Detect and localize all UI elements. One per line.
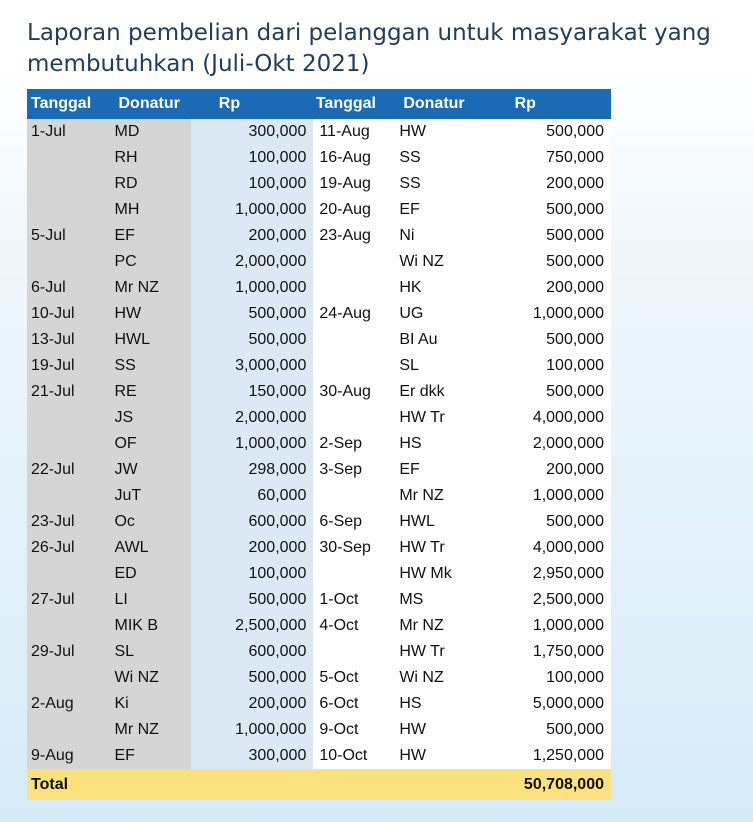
left-amount-cell: 200,000	[191, 535, 312, 561]
left-donor-cell: RH	[114, 145, 190, 171]
page-title: Laporan pembelian dari pelanggan untuk masyarakat yang membutuhkan (Juli-Okt 2021)	[27, 20, 711, 77]
left-date-cell	[27, 197, 114, 223]
right-donor-cell: HW Mk	[399, 561, 474, 587]
left-donor-cell: SL	[114, 639, 190, 665]
left-donor-cell: EF	[114, 223, 190, 249]
left-date-cell	[27, 665, 114, 691]
table-row	[27, 717, 611, 743]
table-row	[27, 301, 611, 327]
right-amount-cell: 2,500,000	[475, 587, 611, 613]
table-row	[27, 431, 611, 457]
left-date-cell: 9-Aug	[27, 743, 114, 769]
left-date-cell: 26-Jul	[27, 535, 114, 561]
left-donor-cell: MIK B	[114, 613, 190, 639]
left-amount-cell: 298,000	[191, 457, 312, 483]
right-date-cell: 24-Aug	[312, 301, 399, 327]
right-amount-cell: 4,000,000	[475, 535, 611, 561]
left-date-cell: 2-Aug	[27, 691, 114, 717]
right-donor-cell: Mr NZ	[399, 613, 474, 639]
left-donor-cell: HWL	[114, 327, 190, 353]
right-date-cell: 6-Oct	[312, 691, 399, 717]
table-row	[27, 275, 611, 301]
right-date-cell: 30-Aug	[312, 379, 399, 405]
left-amount-cell: 100,000	[191, 171, 312, 197]
right-amount-cell: 2,000,000	[475, 431, 611, 457]
left-amount-cell: 1,000,000	[191, 717, 312, 743]
right-date-cell: 4-Oct	[312, 613, 399, 639]
left-donor-cell: Mr NZ	[114, 717, 190, 743]
right-amount-cell: 1,750,000	[475, 639, 611, 665]
left-amount-cell: 100,000	[191, 561, 312, 587]
right-amount-cell: 100,000	[475, 665, 611, 691]
table-row	[27, 249, 611, 275]
left-date-cell: 27-Jul	[27, 587, 114, 613]
right-amount-cell: 1,000,000	[475, 483, 611, 509]
left-date-cell: 21-Jul	[27, 379, 114, 405]
right-date-cell: 6-Sep	[312, 509, 399, 535]
table-row	[27, 171, 611, 197]
table-row	[27, 379, 611, 405]
right-donor-cell: EF	[399, 457, 474, 483]
table-row	[27, 119, 611, 145]
right-date-cell: 10-Oct	[312, 743, 399, 769]
left-date-cell	[27, 249, 114, 275]
right-date-cell: 30-Sep	[312, 535, 399, 561]
left-date-cell: 1-Jul	[27, 119, 114, 145]
left-donor-cell: MH	[114, 197, 190, 223]
left-date-cell: 19-Jul	[27, 353, 114, 379]
left-donor-cell: EF	[114, 743, 190, 769]
left-donor-cell: PC	[114, 249, 190, 275]
right-date-cell	[312, 639, 399, 665]
right-amount-cell: 500,000	[475, 197, 611, 223]
left-donor-cell: Mr NZ	[114, 275, 190, 301]
right-amount-cell: 1,000,000	[475, 613, 611, 639]
right-donor-cell: Wi NZ	[399, 249, 474, 275]
right-donor-cell: Ni	[399, 223, 474, 249]
table-header-row	[27, 89, 611, 119]
right-donor-cell: HWL	[399, 509, 474, 535]
left-amount-cell: 1,000,000	[191, 431, 312, 457]
table-row	[27, 561, 611, 587]
left-donor-cell: OF	[114, 431, 190, 457]
left-date-cell	[27, 717, 114, 743]
right-amount-cell: 2,950,000	[475, 561, 611, 587]
right-date-cell	[312, 561, 399, 587]
left-date-cell: 23-Jul	[27, 509, 114, 535]
table-row	[27, 483, 611, 509]
total-value: 50,708,000	[312, 769, 611, 800]
header-rp-right: Rp	[475, 89, 611, 119]
right-donor-cell: HW	[399, 743, 474, 769]
total-label: Total	[27, 769, 312, 800]
table-body	[27, 119, 611, 769]
left-amount-cell: 500,000	[191, 665, 312, 691]
right-amount-cell: 500,000	[475, 223, 611, 249]
right-date-cell: 1-Oct	[312, 587, 399, 613]
left-amount-cell: 2,500,000	[191, 613, 312, 639]
table-row	[27, 535, 611, 561]
table-row	[27, 223, 611, 249]
right-date-cell: 2-Sep	[312, 431, 399, 457]
right-amount-cell: 100,000	[475, 353, 611, 379]
left-date-cell: 10-Jul	[27, 301, 114, 327]
left-amount-cell: 2,000,000	[191, 249, 312, 275]
header-rp-left: Rp	[191, 89, 312, 119]
table-row	[27, 587, 611, 613]
right-donor-cell: HK	[399, 275, 474, 301]
left-donor-cell: RD	[114, 171, 190, 197]
header-donatur-left: Donatur	[114, 89, 190, 119]
left-amount-cell: 500,000	[191, 587, 312, 613]
left-date-cell: 13-Jul	[27, 327, 114, 353]
left-donor-cell: JuT	[114, 483, 190, 509]
left-donor-cell: MD	[114, 119, 190, 145]
left-amount-cell: 200,000	[191, 691, 312, 717]
left-donor-cell: JS	[114, 405, 190, 431]
left-amount-cell: 1,000,000	[191, 275, 312, 301]
left-amount-cell: 600,000	[191, 639, 312, 665]
table-row	[27, 613, 611, 639]
right-donor-cell: HW	[399, 119, 474, 145]
table-row	[27, 639, 611, 665]
left-amount-cell: 500,000	[191, 301, 312, 327]
right-date-cell: 11-Aug	[312, 119, 399, 145]
left-amount-cell: 2,000,000	[191, 405, 312, 431]
table-row	[27, 327, 611, 353]
right-date-cell: 19-Aug	[312, 171, 399, 197]
right-date-cell: 20-Aug	[312, 197, 399, 223]
left-amount-cell: 200,000	[191, 223, 312, 249]
right-amount-cell: 500,000	[475, 509, 611, 535]
right-amount-cell: 750,000	[475, 145, 611, 171]
left-amount-cell: 3,000,000	[191, 353, 312, 379]
right-date-cell	[312, 483, 399, 509]
table-row	[27, 509, 611, 535]
right-date-cell: 9-Oct	[312, 717, 399, 743]
left-donor-cell: RE	[114, 379, 190, 405]
left-donor-cell: SS	[114, 353, 190, 379]
left-date-cell	[27, 145, 114, 171]
left-date-cell: 22-Jul	[27, 457, 114, 483]
right-amount-cell: 4,000,000	[475, 405, 611, 431]
left-amount-cell: 600,000	[191, 509, 312, 535]
right-date-cell: 16-Aug	[312, 145, 399, 171]
header-tanggal-right: Tanggal	[312, 89, 399, 119]
left-date-cell: 6-Jul	[27, 275, 114, 301]
table-row	[27, 743, 611, 769]
left-date-cell	[27, 561, 114, 587]
right-donor-cell: HW Tr	[399, 405, 474, 431]
right-amount-cell: 200,000	[475, 171, 611, 197]
right-amount-cell: 500,000	[475, 327, 611, 353]
left-donor-cell: JW	[114, 457, 190, 483]
left-donor-cell: ED	[114, 561, 190, 587]
table-row	[27, 197, 611, 223]
right-amount-cell: 500,000	[475, 249, 611, 275]
right-date-cell	[312, 275, 399, 301]
right-date-cell: 23-Aug	[312, 223, 399, 249]
right-date-cell	[312, 405, 399, 431]
right-donor-cell: HW Tr	[399, 639, 474, 665]
right-donor-cell: SL	[399, 353, 474, 379]
table-row	[27, 145, 611, 171]
right-donor-cell: EF	[399, 197, 474, 223]
table-row	[27, 691, 611, 717]
left-amount-cell: 1,000,000	[191, 197, 312, 223]
left-amount-cell: 150,000	[191, 379, 312, 405]
left-donor-cell: Wi NZ	[114, 665, 190, 691]
right-donor-cell: HS	[399, 431, 474, 457]
left-amount-cell: 500,000	[191, 327, 312, 353]
left-donor-cell: Ki	[114, 691, 190, 717]
right-date-cell	[312, 353, 399, 379]
right-amount-cell: 1,000,000	[475, 301, 611, 327]
right-amount-cell: 1,250,000	[475, 743, 611, 769]
total-row	[27, 769, 611, 800]
table-row	[27, 353, 611, 379]
left-date-cell: 5-Jul	[27, 223, 114, 249]
right-date-cell: 3-Sep	[312, 457, 399, 483]
left-date-cell	[27, 171, 114, 197]
left-donor-cell: AWL	[114, 535, 190, 561]
left-date-cell: 29-Jul	[27, 639, 114, 665]
right-donor-cell: SS	[399, 145, 474, 171]
right-amount-cell: 500,000	[475, 119, 611, 145]
left-amount-cell: 300,000	[191, 119, 312, 145]
right-donor-cell: Wi NZ	[399, 665, 474, 691]
right-donor-cell: MS	[399, 587, 474, 613]
right-donor-cell: BI Au	[399, 327, 474, 353]
right-amount-cell: 5,000,000	[475, 691, 611, 717]
right-donor-cell: HW	[399, 717, 474, 743]
right-date-cell	[312, 327, 399, 353]
right-donor-cell: HW Tr	[399, 535, 474, 561]
left-donor-cell: HW	[114, 301, 190, 327]
donation-table	[27, 89, 611, 800]
right-amount-cell: 500,000	[475, 717, 611, 743]
right-date-cell: 5-Oct	[312, 665, 399, 691]
left-donor-cell: Oc	[114, 509, 190, 535]
right-donor-cell: UG	[399, 301, 474, 327]
left-amount-cell: 100,000	[191, 145, 312, 171]
right-donor-cell: HS	[399, 691, 474, 717]
left-date-cell	[27, 613, 114, 639]
left-date-cell	[27, 431, 114, 457]
left-donor-cell: LI	[114, 587, 190, 613]
table-row	[27, 405, 611, 431]
header-tanggal-left: Tanggal	[27, 89, 114, 119]
right-amount-cell: 200,000	[475, 457, 611, 483]
right-amount-cell: 500,000	[475, 379, 611, 405]
left-amount-cell: 60,000	[191, 483, 312, 509]
left-date-cell	[27, 483, 114, 509]
right-donor-cell: Er dkk	[399, 379, 474, 405]
header-donatur-right: Donatur	[399, 89, 474, 119]
table-row	[27, 457, 611, 483]
left-amount-cell: 300,000	[191, 743, 312, 769]
right-date-cell	[312, 249, 399, 275]
right-donor-cell: Mr NZ	[399, 483, 474, 509]
left-date-cell	[27, 405, 114, 431]
right-amount-cell: 200,000	[475, 275, 611, 301]
table-row	[27, 665, 611, 691]
right-donor-cell: SS	[399, 171, 474, 197]
